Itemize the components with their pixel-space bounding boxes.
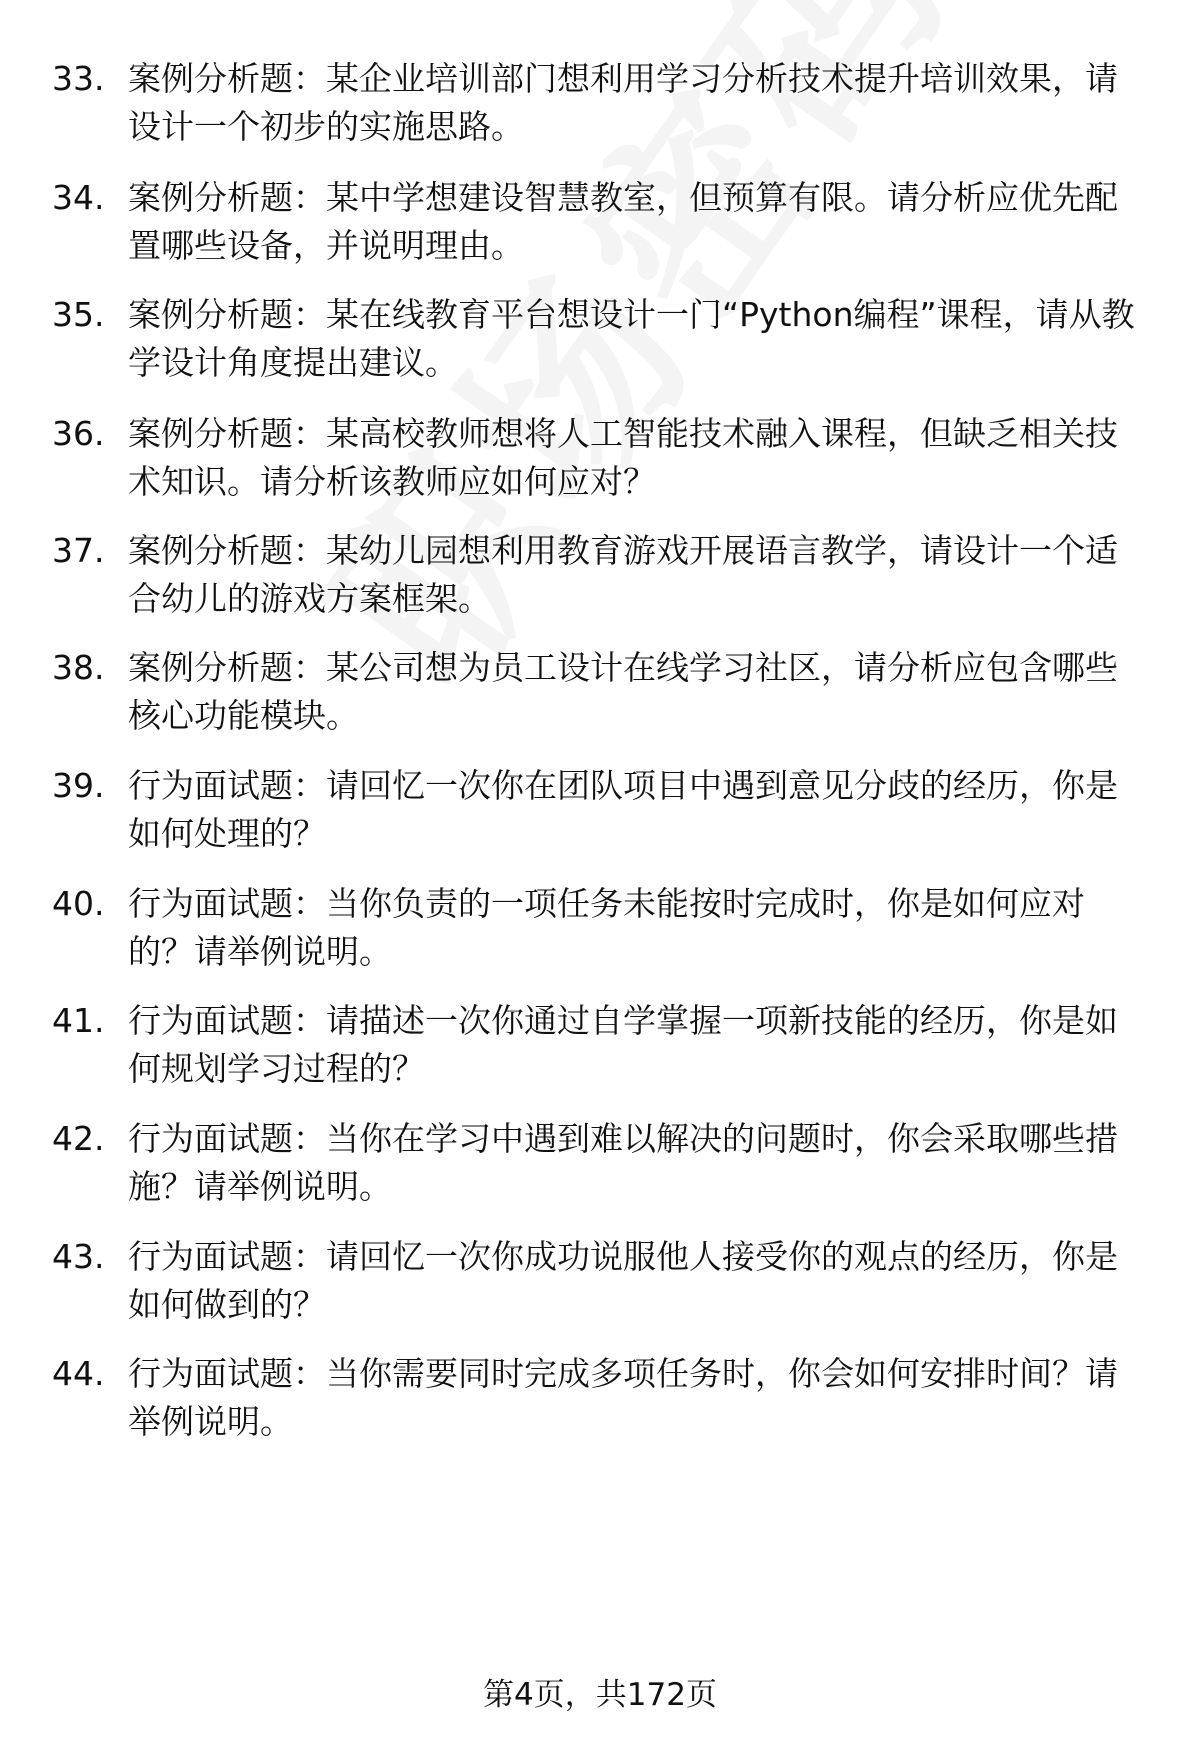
question-item xyxy=(0,762,1200,862)
question-number: 42. xyxy=(52,1119,105,1158)
question-number: 43. xyxy=(52,1237,105,1276)
question-item xyxy=(0,527,1200,627)
question-item xyxy=(0,997,1200,1097)
question-number: 44. xyxy=(52,1354,105,1393)
question-number: 38. xyxy=(52,648,105,687)
question-number: 35. xyxy=(52,295,105,334)
question-text: 案例分析题：某幼儿园想利用教育游戏开展语言教学，请设计一个适合幼儿的游戏方案框架。 xyxy=(128,531,1118,618)
question-item xyxy=(0,1350,1200,1450)
question-text: 行为面试题：当你需要同时完成多项任务时，你会如何安排时间？请举例说明。 xyxy=(128,1354,1118,1441)
question-item xyxy=(0,291,1200,391)
question-number: 36. xyxy=(52,414,105,453)
question-item xyxy=(0,1233,1200,1333)
question-number: 37. xyxy=(52,531,105,570)
question-text: 行为面试题：当你负责的一项任务未能按时完成时，你是如何应对的？请举例说明。 xyxy=(128,884,1085,971)
question-text: 行为面试题：请描述一次你通过自学掌握一项新技能的经历，你是如何规划学习过程的？ xyxy=(128,1001,1118,1088)
page-footer: 第4页，共172页 xyxy=(483,1677,717,1713)
question-number: 34. xyxy=(52,178,105,217)
question-text: 案例分析题：某高校教师想将人工智能技术融入课程，但缺乏相关技术知识。请分析该教师应如何应对？ xyxy=(128,414,1118,501)
question-text: 案例分析题：某在线教育平台想设计一门“Python编程”课程，请从教学设计角度提出建议。 xyxy=(128,295,1135,382)
question-number: 41. xyxy=(52,1001,105,1040)
question-item xyxy=(0,880,1200,980)
question-number: 39. xyxy=(52,766,105,805)
question-text: 行为面试题：当你在学习中遇到难以解决的问题时，你会采取哪些措施？请举例说明。 xyxy=(128,1119,1118,1206)
question-text: 案例分析题：某公司想为员工设计在线学习社区，请分析应包含哪些核心功能模块。 xyxy=(128,648,1118,735)
question-number: 40. xyxy=(52,884,105,923)
question-item xyxy=(0,55,1200,155)
question-number: 33. xyxy=(52,59,105,98)
question-item xyxy=(0,410,1200,510)
question-text: 案例分析题：某中学想建设智慧教室，但预算有限。请分析应优先配置哪些设备，并说明理由。 xyxy=(128,178,1118,265)
question-item xyxy=(0,1115,1200,1215)
question-text: 行为面试题：请回忆一次你成功说服他人接受你的观点的经历，你是如何做到的？ xyxy=(128,1237,1118,1324)
question-text: 行为面试题：请回忆一次你在团队项目中遇到意见分歧的经历，你是如何处理的？ xyxy=(128,766,1118,853)
question-text: 案例分析题：某企业培训部门想利用学习分析技术提升培训效果，请设计一个初步的实施思路。 xyxy=(128,59,1118,146)
question-item xyxy=(0,174,1200,274)
question-item xyxy=(0,644,1200,744)
